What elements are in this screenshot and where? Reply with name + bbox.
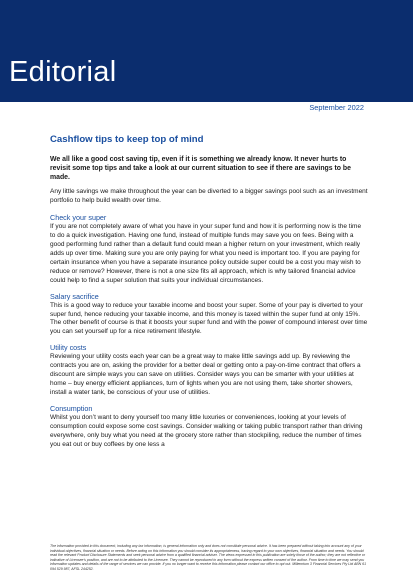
article-title: Cashflow tips to keep top of mind bbox=[50, 134, 204, 145]
article-lead: We all like a good cost saving tip, even if it is something we already know. It never hurts to revisit some top tips and take a look at our current situation to see if there are savings to be made. bbox=[50, 155, 351, 181]
article bbox=[50, 134, 368, 456]
section-check-your-super bbox=[50, 213, 368, 286]
section-body: This is a good way to reduce your taxable income and boost your super. Some of your pay is diverted to your super fund, hence reducing your taxable income, and this money is taxed within the super fund at only 15%. The other benefit of course is that it boosts your super fund and with the power of compound interest over time you can set yourself up for a nice retirement lifestyle. bbox=[50, 301, 368, 336]
section-salary-sacrifice bbox=[50, 292, 368, 338]
section-heading: Utility costs bbox=[50, 343, 87, 353]
section-utility-costs bbox=[50, 343, 368, 398]
banner-title: Editorial bbox=[9, 56, 117, 88]
section-body: Reviewing your utility costs each year can be a great way to make little savings add up. By reviewing the contracts you are on, asking the provider for a better deal or getting onto a pay-on-time contract that offers a discount are simple ways you can save on utilities. Consider ways you can be smarter with your utilities at home – buy energy efficient appliances, turn of lights when you are not using them, take shorter showers, install a water tank, be conscious of your use of utilities. bbox=[50, 353, 361, 397]
section-heading: Consumption bbox=[50, 404, 93, 414]
section-consumption bbox=[50, 404, 368, 450]
section-heading: Check your super bbox=[50, 212, 107, 222]
section-body: Whilst you don’t want to deny yourself too many little luxuries or conveniences, looking at your levels of consumption could expose some cost savings. Consider walking or taking public transport rather than driving everywhere, only buy what you need at the grocery store rather than stockpiling, reduce the number of times you eat out or buy coffees by one less a bbox=[50, 414, 363, 449]
editorial-banner bbox=[0, 0, 413, 102]
section-heading: Salary sacrifice bbox=[50, 291, 99, 301]
section-body: If you are not completely aware of what you have in your super fund and how it is performing now is the time to do a quick investigation. Having one fund, instead of multiple funds may save you on fees. Being with a good performing fund rather than a default fund could mean a higher return on your investment, which really adds up over time. Making sure you are only paying for what you need is important too. If you are paying for certain insurance when you have a separate insurance policy outside super could be a cost you may wish to reduce or remove? However, there is not a one size fits all approach, which is why tailored financial advice could help to find a super solution that suits your individual circumstances. bbox=[50, 222, 362, 284]
legal-disclaimer: The information provided in this document, including any tax information, is general information only and does not constitute personal advice. It has been prepared without taking into account any of your individual objectives, financial situation or needs. Before acting on this information you should consider its appropriateness, having regard to your own objectives, financial situation and needs. You should read the relevant Product Disclosure Statements and seek personal advice from a qualified financial adviser. The views expressed in this publication are solely those of the author; they are not reflective or indicative of Licensee’s position, and are not to be attributed to the Licensee. They cannot be reproduced in any form without the express written consent of the author. From time to time we may send you information updates and details of the range of services we can provide. If you no longer want to receive this information please contact our office to opt out. Millennium 3 Financial Services Pty Ltd ABN 61 094 529 987, AFSL 244252. bbox=[50, 544, 367, 571]
article-intro: Any little savings we make throughout the year can be diverted to a bigger savings pool such as an investment portfolio to help build wealth over time. bbox=[50, 187, 368, 204]
issue-date: September 2022 bbox=[309, 103, 364, 112]
